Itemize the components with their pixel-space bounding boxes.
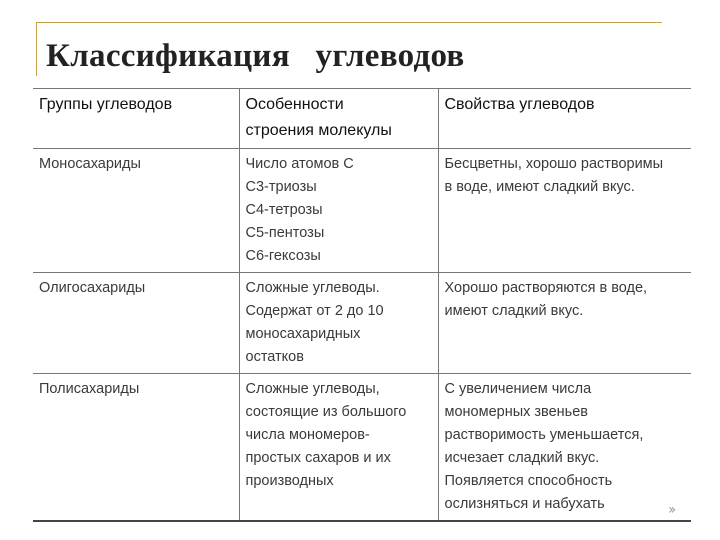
cell-group [33, 374, 239, 522]
cell-line: С5-пентозы [245, 225, 325, 241]
cell-line: Бесцветны, хорошо растворимы [444, 156, 664, 172]
table-row-polysaccharides [33, 374, 691, 522]
cell-properties [438, 149, 691, 273]
cell-structure [239, 374, 438, 522]
cell-line: Полисахариды [39, 381, 140, 397]
cell-line: в воде, имеют сладкий вкус. [444, 179, 635, 195]
table-row-oligosaccharides [33, 273, 691, 374]
cell-line: ослизняться и набухать [444, 496, 605, 512]
cell-line: Хорошо растворяются в воде, [444, 280, 648, 296]
header-carbohydrate-groups [33, 89, 239, 149]
next-slide-arrow-icon[interactable]: ›› [668, 502, 674, 518]
cell-structure [239, 149, 438, 273]
cell-line: остатков [245, 349, 304, 365]
header-line: Свойства углеводов [444, 96, 595, 113]
cell-line: Сложные углеводы, [245, 381, 380, 397]
table-header-row [33, 89, 691, 149]
cell-line: Сложные углеводы. [245, 280, 380, 296]
header-line: строения молекулы [245, 122, 392, 139]
cell-line: Олигосахариды [39, 280, 146, 296]
cell-group [33, 149, 239, 273]
slide-frame-left-line [36, 22, 37, 76]
slide-frame-top-line [36, 22, 662, 23]
carbohydrate-table-container [33, 88, 691, 522]
cell-line: Моносахариды [39, 156, 141, 172]
cell-line: Число атомов С [245, 156, 354, 172]
cell-line: исчезает сладкий вкус. [444, 450, 600, 466]
cell-line: Появляется способность [444, 473, 613, 489]
header-molecule-structure [239, 89, 438, 149]
cell-line: С4-тетрозы [245, 202, 323, 218]
cell-line: производных [245, 473, 334, 489]
header-carbohydrate-properties [438, 89, 691, 149]
cell-line: числа мономеров- [245, 427, 370, 443]
cell-line: растворимость уменьшается, [444, 427, 644, 443]
cell-group [33, 273, 239, 374]
cell-line: имеют сладкий вкус. [444, 303, 584, 319]
cell-structure [239, 273, 438, 374]
cell-line: мономерных звеньев [444, 404, 588, 420]
cell-properties [438, 374, 691, 522]
cell-line: состоящие из большого [245, 404, 407, 420]
cell-line: С6-гексозы [245, 248, 321, 264]
cell-line: простых сахаров и их [245, 450, 391, 466]
table-row-monosaccharides [33, 149, 691, 273]
header-line: Особенности [245, 96, 344, 113]
cell-properties [438, 273, 691, 374]
cell-line: С3-триозы [245, 179, 317, 195]
cell-line: Содержат от 2 до 10 [245, 303, 384, 319]
cell-line: моносахаридных [245, 326, 361, 342]
slide-title: Классификация углеводов [46, 38, 465, 74]
cell-line: С увеличением числа [444, 381, 592, 397]
carbohydrate-classification-table [33, 88, 691, 522]
header-line: Группы углеводов [39, 96, 173, 113]
